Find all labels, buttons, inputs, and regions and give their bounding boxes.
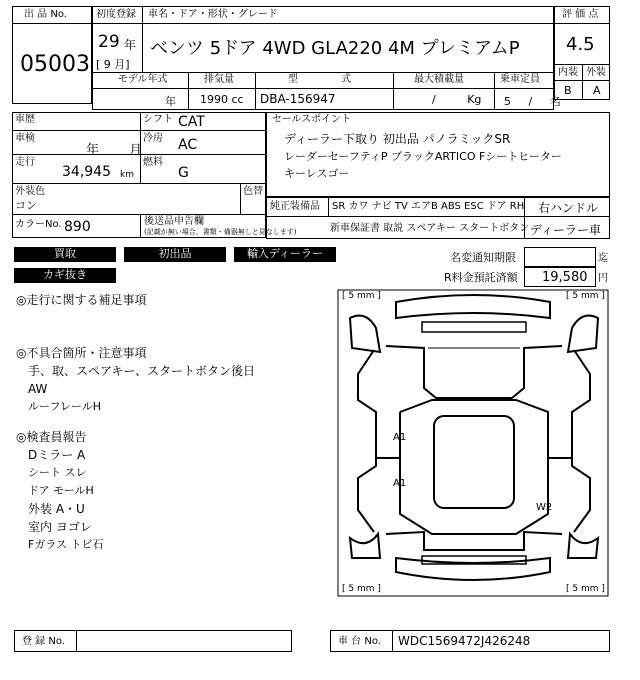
inspection-label: 車検 bbox=[15, 133, 35, 144]
tire-depth-rear-right: [ 5 mm ] bbox=[566, 584, 605, 594]
displacement: 1990 cc bbox=[200, 93, 244, 106]
post-install-label: 後送品申告欄 bbox=[144, 216, 204, 227]
badge-key-removed: カギ抜き bbox=[14, 268, 116, 283]
exterior-color: コン bbox=[15, 199, 37, 212]
score-label: 評 価 点 bbox=[562, 9, 599, 20]
tire-depth-front-left: [ 5 mm ] bbox=[342, 291, 381, 301]
mileage-unit: km bbox=[120, 170, 134, 180]
model-code: DBA-156947 bbox=[260, 92, 336, 106]
name-change-deadline-label: 名変通知期限 bbox=[450, 251, 516, 264]
equipment-label: 純正装備品 bbox=[270, 201, 320, 212]
color-number-label: カラーNo. bbox=[15, 219, 62, 230]
registration-month: [ 9 月] bbox=[96, 58, 130, 71]
steering-side: 右ハンドル bbox=[538, 201, 599, 215]
exterior-color-label: 外装色 bbox=[15, 186, 45, 197]
defect-line-3: ルーフレールH bbox=[28, 400, 102, 413]
inspector-line-5: 室内 ヨゴレ bbox=[28, 520, 92, 534]
registration-year-unit: 年 bbox=[124, 38, 137, 52]
equipment-items: SR カワ ナビ TV エアB ABS ESC ドア RH bbox=[332, 201, 525, 212]
model-year-label: モデル年式 bbox=[118, 74, 168, 85]
lot-number-label: 出 品 No. bbox=[24, 9, 67, 20]
damage-mark-w2: W2 bbox=[536, 502, 553, 513]
exterior-grade: A bbox=[593, 84, 601, 97]
running-notes-title: ◎走行に関する補足事項 bbox=[16, 293, 147, 307]
registration-year: 29 bbox=[98, 32, 120, 52]
damage-mark-a1-upper: A1 bbox=[393, 432, 407, 443]
damage-mark-a1-lower: A1 bbox=[393, 478, 407, 489]
defects-title: ◎不具合箇所・注意事項 bbox=[16, 346, 147, 360]
defect-line-2: AW bbox=[28, 382, 48, 396]
shift-label: シフト bbox=[143, 114, 173, 125]
max-load-unit: / Kg bbox=[432, 93, 482, 106]
model-year-unit: 年 bbox=[165, 95, 176, 108]
chassis-number: WDC1569472J426248 bbox=[398, 634, 531, 648]
recycle-fee-unit: 円 bbox=[598, 273, 608, 284]
capacity: 5 / 名 bbox=[504, 95, 561, 108]
model-label: 型 式 bbox=[288, 74, 352, 85]
inspector-line-1: Dミラー A bbox=[28, 448, 86, 462]
tire-depth-rear-left: [ 5 mm ] bbox=[342, 584, 381, 594]
name-change-deadline-box bbox=[524, 247, 596, 267]
sales-point-line-2: レーダーセーフティP ブラックARTICO Fシートヒーター bbox=[284, 150, 562, 163]
sales-point-line-1: ディーラー下取り 初出品 パノラミックSR bbox=[284, 132, 511, 146]
defect-line-1: 手、取、スペアキー、スタートボタン後日 bbox=[28, 364, 256, 378]
max-load-label: 最大積載量 bbox=[414, 74, 464, 85]
color-number: 890 bbox=[64, 219, 91, 235]
displacement-label: 排気量 bbox=[204, 74, 234, 85]
warranty-items: 新車保証書 取説 スペアキー スタートボタン bbox=[330, 223, 530, 234]
recycle-fee: 19,580 bbox=[542, 270, 588, 285]
car-damage-diagram bbox=[336, 288, 612, 600]
car-name: ベンツ 5ドア 4WD GLA220 4M プレミアムP bbox=[150, 38, 520, 59]
inspector-line-2: シート スレ bbox=[28, 466, 87, 479]
post-install-note: (記載が無い場合、書類・備器無しと見なします) bbox=[144, 228, 297, 236]
dealer-car: ディーラー車 bbox=[530, 223, 602, 237]
inspection-value: 年 月 bbox=[86, 143, 143, 158]
first-registration-label: 初度登録 bbox=[96, 9, 136, 20]
exterior-label: 外装 bbox=[586, 67, 606, 78]
fuel-label: 燃料 bbox=[143, 157, 163, 168]
sales-point-line-3: キーレスゴー bbox=[284, 167, 350, 180]
history-label: 車歴 bbox=[15, 114, 35, 125]
mileage: 34,945 bbox=[62, 164, 111, 180]
capacity-label: 乗車定員 bbox=[500, 74, 540, 85]
ac: AC bbox=[178, 137, 198, 153]
badge-first-listing: 初出品 bbox=[124, 247, 226, 262]
chassis-number-label: 車 台 No. bbox=[338, 636, 381, 647]
recycle-fee-label: R料金預託済額 bbox=[444, 271, 518, 284]
tire-depth-front-right: [ 5 mm ] bbox=[566, 291, 605, 301]
inspector-line-3: ドア モールH bbox=[28, 484, 94, 497]
lot-number: 05003 bbox=[20, 52, 90, 77]
fuel: G bbox=[178, 165, 189, 181]
color-change-label: 色替 bbox=[243, 186, 263, 197]
inspector-title: ◎検査員報告 bbox=[16, 430, 87, 444]
name-change-unit: 迄 bbox=[598, 253, 608, 264]
badge-purchase: 買取 bbox=[14, 247, 116, 262]
interior-grade: B bbox=[564, 84, 572, 97]
registration-number-label: 登 録 No. bbox=[22, 636, 65, 647]
sales-points-label: セールスポイント bbox=[272, 114, 352, 125]
mileage-label: 走行 bbox=[15, 157, 35, 168]
shift: CAT bbox=[178, 114, 205, 130]
car-description-label: 車名・ドア・形状・グレード bbox=[148, 9, 278, 20]
score: 4.5 bbox=[566, 34, 595, 55]
interior-label: 内装 bbox=[558, 67, 578, 78]
inspector-line-4: 外装 A・U bbox=[28, 502, 85, 516]
badge-import-dealer: 輸入ディーラー bbox=[234, 247, 336, 262]
inspector-line-6: Fガラス トビ石 bbox=[28, 538, 104, 551]
ac-label: 冷房 bbox=[143, 133, 163, 144]
